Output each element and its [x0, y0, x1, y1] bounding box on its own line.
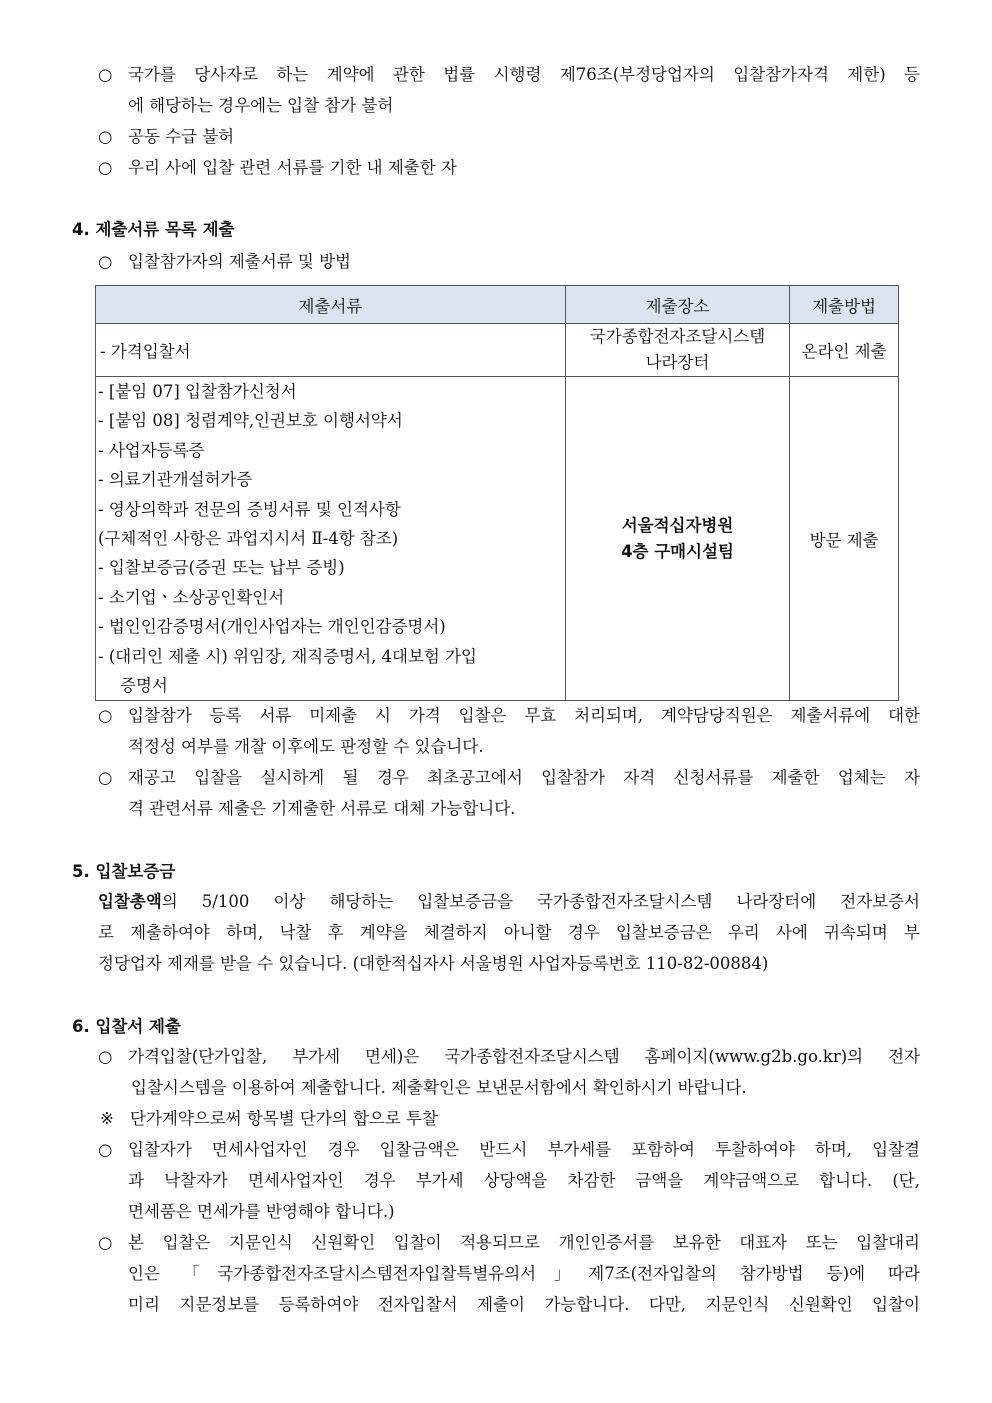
place-line: 4층 구매시설팀	[621, 541, 734, 561]
bullet-text-continued: 에 해당하는 경우에는 입찰 참가 불허	[128, 96, 394, 115]
circle-bullet-icon: ○	[98, 158, 113, 177]
document-item: - [붙임 08] 청렴계약,인권보호 이행서약서	[98, 411, 403, 431]
header-method: 제출방법	[790, 286, 899, 324]
document-item: - 법인인감증명서(개인사업자는 개인인감증명서)	[98, 617, 446, 637]
circle-bullet-icon: ○	[98, 706, 113, 725]
bullet-item	[98, 1232, 920, 1254]
bullet-text: 입찰자가 면세사업자인 경우 입찰금액은 반드시 부가세를 포함하여 투찰하여야 하며, 입찰결	[128, 1140, 920, 1159]
bullet-item	[98, 64, 920, 86]
note-text: 단가계약으로써 항목별 단가의 합으로 투찰	[130, 1109, 438, 1128]
place-line: 나라장터	[645, 353, 710, 372]
paragraph-text: 의 5/100 이상 해당하는 입찰보증금을 국가종합전자조달시스템 나라장터에 전자보증서	[161, 892, 920, 911]
document-item: - (대리인 제출 시) 위임장, 재직증명서, 4대보험 가입	[98, 646, 477, 666]
documents-cell	[96, 377, 566, 701]
table-row	[96, 377, 899, 701]
bullet-text: 재공고 입찰을 실시하게 될 경우 최초공고에서 입찰참가 자격 신청서류를 제출한 업체는 자	[128, 768, 920, 787]
header-place: 제출장소	[565, 286, 789, 324]
bullet-item	[98, 251, 351, 273]
table-header-row	[96, 286, 899, 324]
document-item: - 사업자등록증	[98, 440, 205, 460]
bullet-item	[98, 767, 920, 789]
note-item	[100, 1108, 438, 1130]
header-documents: 제출서류	[96, 286, 566, 324]
place-line: 서울적십자병원	[621, 515, 734, 535]
table-row	[96, 324, 899, 377]
bullet-text: 입찰참가자의 제출서류 및 방법	[128, 252, 351, 271]
bullet-item	[98, 126, 234, 148]
document-item: - 의료기관개설허가증	[98, 470, 253, 490]
bullet-text: 국가를 당사자로 하는 계약에 관한 법률 시행령 제76조(부정당업자의 입찰참가자격 제한) 등	[128, 65, 920, 84]
circle-bullet-icon: ○	[98, 768, 113, 787]
bullet-text: 입찰참가 등록 서류 미제출 시 가격 입찰은 무효 처리되며, 계약담당직원은 제출서류에 대한	[128, 706, 920, 725]
bullet-item	[98, 1139, 920, 1161]
paragraph-line	[98, 891, 920, 913]
place-cell	[565, 324, 789, 377]
bullet-text-continued: 입찰시스템을 이용하여 제출합니다. 제출확인은 보낸문서함에서 확인하시기 바랍니다.	[131, 1078, 747, 1097]
bullet-item	[98, 157, 457, 179]
bullet-text-continued: 적정성 여부를 개찰 이후에도 판정할 수 있습니다.	[128, 737, 484, 756]
bullet-text-continued: 인은 「국가종합전자조달시스템전자입찰특별유의서」제7조(전자입찰의 참가방법 등)에 따라	[128, 1264, 920, 1283]
section-heading: 5. 입찰보증금	[72, 862, 176, 881]
bullet-text-continued: 미리 지문정보를 등록하여야 전자입찰서 제출이 가능합니다. 다만, 지문인식 신원확인 입찰이	[128, 1295, 920, 1314]
bullet-text: 가격입찰(단가입찰, 부가세 면세)은 국가종합전자조달시스템 홈페이지(www.g2b.go.kr)의 전자	[128, 1047, 920, 1066]
document-item: (구체적인 사항은 과업지시서 Ⅱ-4항 참조)	[98, 529, 399, 549]
paragraph-line: 로 제출하여야 하며, 낙찰 후 계약을 체결하지 아니할 경우 입찰보증금은 우리 사에 귀속되며 부	[98, 923, 920, 942]
document-item: - 입찰보증금(증권 또는 납부 증빙)	[98, 558, 345, 578]
bullet-text: 공동 수급 불허	[128, 127, 235, 146]
document-item: - 소기업ㆍ소상공인확인서	[98, 587, 285, 607]
bold-lead: 입찰총액	[98, 892, 162, 911]
bullet-item	[98, 705, 920, 727]
circle-bullet-icon: ○	[98, 1140, 113, 1159]
circle-bullet-icon: ○	[98, 1233, 113, 1252]
place-line: 국가종합전자조달시스템	[589, 327, 766, 346]
reference-mark-icon: ※	[100, 1109, 114, 1128]
circle-bullet-icon: ○	[98, 127, 113, 146]
documents-cell: - 가격입찰서	[96, 324, 566, 377]
bullet-text-continued: 격 관련서류 제출은 기제출한 서류로 대체 가능합니다.	[128, 799, 516, 818]
section-heading: 6. 입찰서 제출	[72, 1017, 181, 1036]
submission-documents-table	[95, 285, 899, 701]
paragraph-line: 정당업자 제재를 받을 수 있습니다. (대한적십자사 서울병원 사업자등록번호 110-82-00884)	[98, 954, 769, 973]
circle-bullet-icon: ○	[98, 252, 113, 271]
section-heading: 4. 제출서류 목록 제출	[72, 220, 235, 239]
bullet-text-continued: 면세품은 면세가를 반영해야 합니다.)	[128, 1202, 395, 1221]
circle-bullet-icon: ○	[98, 1047, 113, 1066]
method-cell: 방문 제출	[790, 377, 899, 701]
bullet-item	[98, 1046, 920, 1068]
bullet-text: 본 입찰은 지문인식 신원확인 입찰이 적용되므로 개인인증서를 보유한 대표자 또는 입찰대리	[128, 1233, 920, 1252]
document-item: 증명서	[120, 676, 168, 696]
document-item: - [붙임 07] 입찰참가신청서	[98, 382, 297, 401]
circle-bullet-icon: ○	[98, 65, 113, 84]
bullet-text-continued: 과 낙찰자가 면세사업자인 경우 부가세 상당액을 차감한 금액을 계약금액으로 합니다. (단,	[128, 1171, 920, 1190]
place-cell	[565, 377, 789, 701]
bullet-text: 우리 사에 입찰 관련 서류를 기한 내 제출한 자	[128, 158, 457, 177]
document-item: - 영상의학과 전문의 증빙서류 및 인적사항	[98, 499, 401, 519]
method-cell: 온라인 제출	[790, 324, 899, 377]
